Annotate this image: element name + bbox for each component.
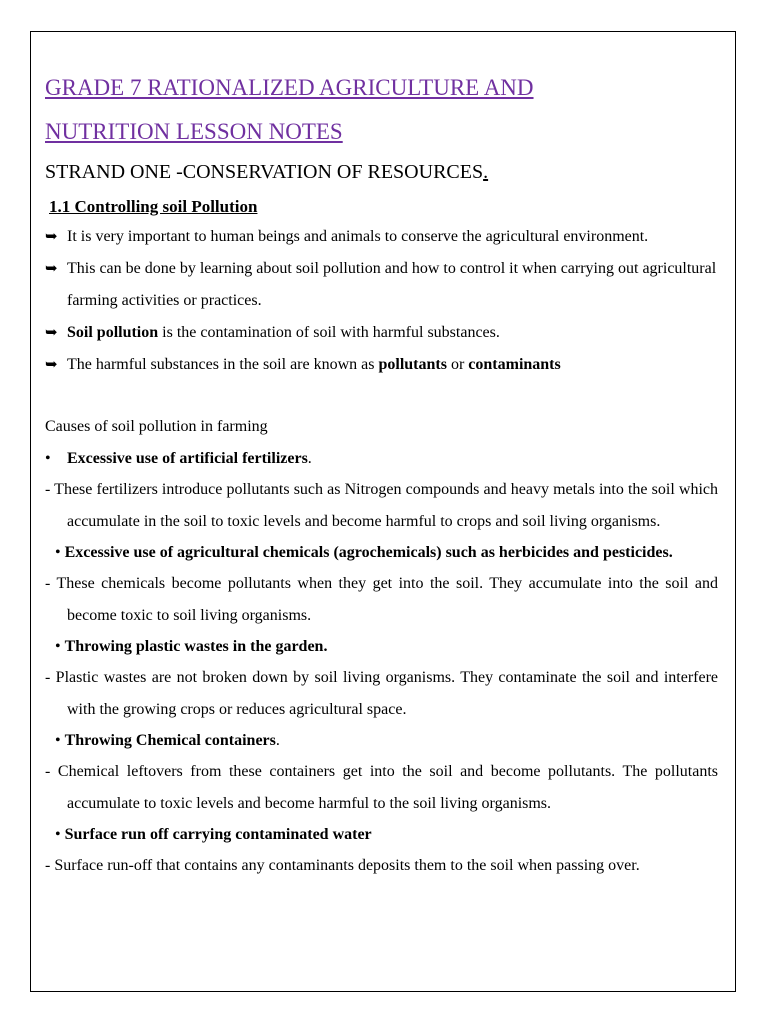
document-title: [45, 66, 718, 154]
cause-heading: • Surface run off carrying contaminated water: [55, 826, 372, 843]
arrow-icon: ➥: [45, 229, 58, 245]
cause-description: - These chemicals become pollutants when they get into the soil. They accumulate into the soil and become toxic to soil living organisms.: [45, 575, 718, 624]
cause-heading: • Excessive use of artificial fertilizers.: [45, 450, 312, 467]
title-line-2: NUTRITION LESSON NOTES: [45, 119, 343, 144]
cause-description: - Chemical leftovers from these containers get into the soil and become pollutants. The pollutants accumulate to toxic levels and become harmful to the soil living organisms.: [45, 763, 718, 812]
strand-heading: STRAND ONE -CONSERVATION OF RESOURCES.: [45, 161, 489, 183]
cause-heading: • Excessive use of agricultural chemicals (agrochemicals) such as herbicides and pesticides.: [55, 544, 673, 561]
document-body: [45, 66, 718, 882]
cause-description: - Surface run-off that contains any contaminants deposits them to the soil when passing over.: [45, 857, 640, 874]
cause-heading: • Throwing Chemical containers.: [55, 732, 280, 749]
list-item: ➥ Soil pollution is the contamination of soil with harmful substances.: [45, 317, 718, 349]
list-item: ➥ It is very important to human beings and animals to conserve the agricultural environment.: [45, 221, 718, 253]
list-item: ➥ This can be done by learning about soil pollution and how to control it when carrying out agricultural farming activities or practices.: [45, 253, 718, 317]
cause-description: - These fertilizers introduce pollutants such as Nitrogen compounds and heavy metals into the soil which accumulate in the soil to toxic levels and become harmful to crops and soil living organisms.: [45, 481, 718, 530]
list-item: ➥ The harmful substances in the soil are known as pollutants or contaminants: [45, 349, 718, 381]
spacer: [45, 381, 718, 411]
cause-heading: • Throwing plastic wastes in the garden.: [55, 638, 328, 655]
section-heading: 1.1 Controlling soil Pollution: [49, 197, 258, 216]
arrow-icon: ➥: [45, 261, 58, 277]
arrow-icon: ➥: [45, 357, 58, 373]
arrow-icon: ➥: [45, 325, 58, 341]
title-line-1: GRADE 7 RATIONALIZED AGRICULTURE AND: [45, 75, 534, 100]
causes-heading: Causes of soil pollution in farming: [45, 418, 268, 435]
cause-description: - Plastic wastes are not broken down by soil living organisms. They contaminate the soil and interfere with the growing crops or reduces agricultural space.: [45, 669, 718, 718]
